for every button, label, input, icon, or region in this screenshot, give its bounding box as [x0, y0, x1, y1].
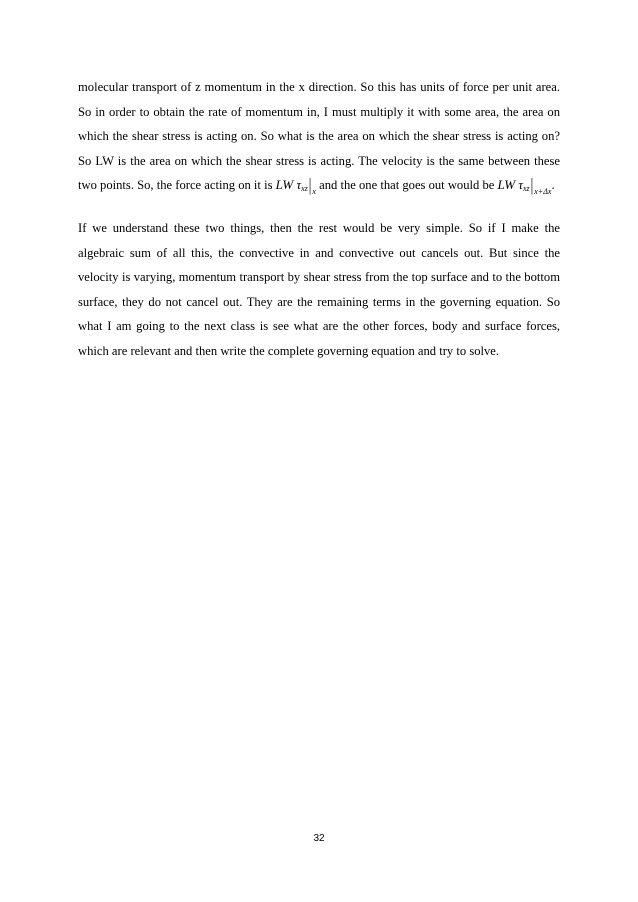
evaluation-bar: |	[308, 174, 312, 195]
expression-base: LW τ	[275, 177, 302, 193]
paragraph-2: If we understand these two things, then the rest would be very simple. So if I make the algebraic sum of all this, the convective in and convective out cancels out. But since the velocity is varying, momentum transport by shear stress from the top surface and to the bottom surface, they do not cancel out. They are the remaining terms in the governing equation. So what I am going to the next class is see what are the other forces, body and surface forces, which are relevant and then write the complete governing equation and try to solve.	[78, 220, 560, 358]
page-number: 32	[313, 833, 325, 844]
shear-force-in-expression	[275, 174, 316, 197]
expression-subscript: xz	[301, 184, 308, 194]
paragraph-1-text-middle: and the one that goes out would be	[315, 178, 498, 193]
paragraph-1-text-start: molecular transport of z momentum in the x direction. So this has units of force per unit area. So in order to obtain the rate of momentum in, I must multiply it with some area, the area on which the shear stress is acting on. So what is the area on which the shear stress is acting on? So LW is the area on which the shear stress is acting. The velocity is the same between these two points. So, the force acting on it is	[78, 80, 560, 193]
paragraph-1-text-end: .	[551, 178, 555, 193]
paragraph-1	[78, 75, 560, 205]
evaluation-point: x	[312, 187, 316, 197]
shear-force-out-expression	[497, 174, 555, 197]
evaluation-point: x+Δx	[534, 187, 552, 197]
evaluation-bar: |	[530, 174, 534, 195]
expression-base: LW τ	[497, 177, 523, 193]
expression-subscript: xz	[522, 184, 530, 194]
body-text	[78, 75, 560, 364]
